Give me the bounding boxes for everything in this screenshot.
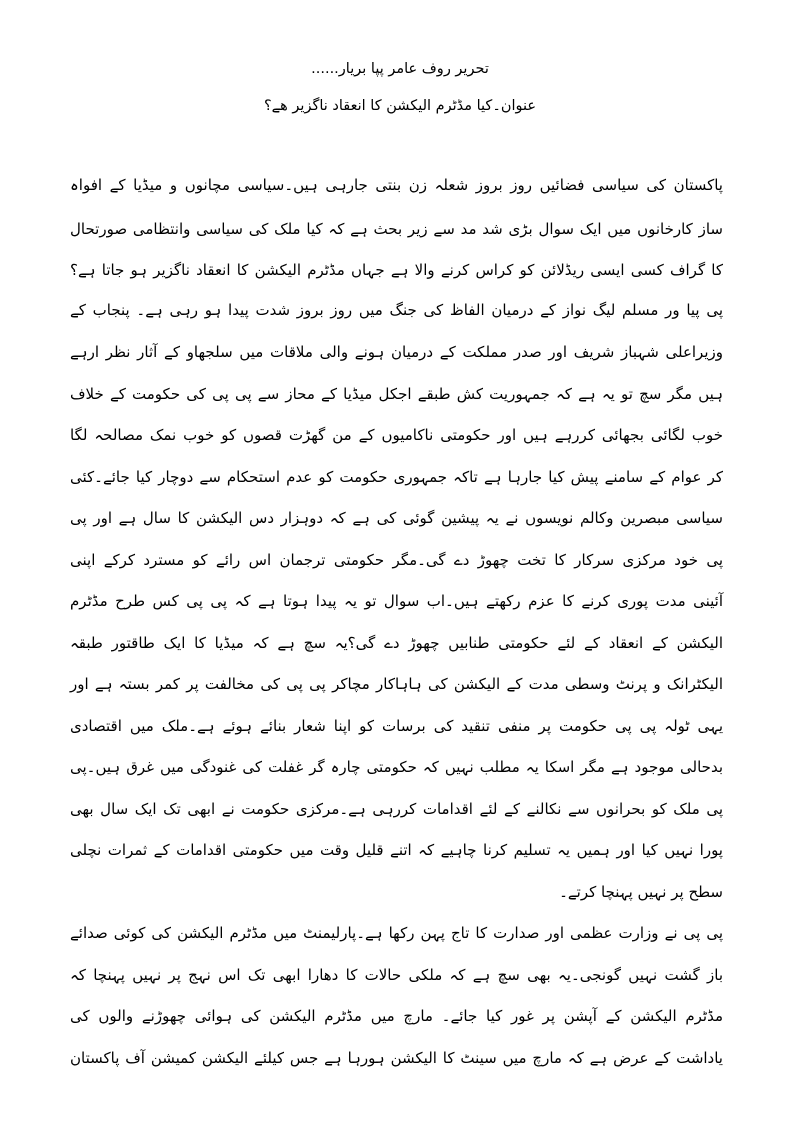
- body-line: سطح پر نہیں پہنچا کرتے۔: [559, 883, 723, 901]
- body-line: پورا نہیں کیا اور ہمیں یہ تسلیم کرنا چاہیے کہ اتنے قلیل وقت میں حکومتی اقدامات کے ثمرات نچلی: [70, 841, 723, 859]
- body-line: الیکٹرانک و پرنٹ وسطی مدت کے الیکشن کی ہاہاکار مچاکر پی پی کی مخالفت پر کمر بستہ ہے اور: [70, 675, 723, 693]
- body-line: الیکشن کے انعقاد کے لئے حکومتی طنابیں چھوڑ دے گی؟یہ سچ ہے کہ میڈیا کا ایک طاقتور طبقہ: [70, 634, 723, 652]
- article-title: عنوان۔کیا مڈٹرم الیکشن کا انعقاد ناگزیر ھے؟: [263, 98, 537, 114]
- body-line: کا گراف کسی ایسی ریڈلائن کو کراس کرنے والا ہے جہاں مڈٹرم الیکشن کا انعقاد ناگزیر ہو جاتا ہے؟: [70, 261, 723, 279]
- body-line: باز گشت نہیں گونجی۔یہ بھی سچ ہے کہ ملکی حالات کا دھارا ابھی تک اس نہج پر نہیں پہنچا کہ: [70, 966, 723, 984]
- author-line: تحریر روف عامر پپا بریار......: [311, 61, 489, 77]
- body-line: پی خود مرکزی سرکار کا تخت چھوڑ دے گی۔مگر حکومتی ترجمان اس رائے کو مسترد کرکے اپنی: [70, 551, 723, 569]
- body-line: ساز کارخانوں میں ایک سوال بڑی شد مد سے زیر بحث ہے کہ کیا ملک کی سیاسی وانتظامی صورتحال: [70, 220, 723, 238]
- body-line: یاداشت کے عرض ہے کہ مارچ میں سینٹ کا الیکشن ہورہا ہے جس کیلئے الیکشن کمیشن آف پاکستان: [70, 1049, 723, 1067]
- body-line: سیاسی مبصرین وکالم نویسوں نے یہ پیشین گوئی کی ہے کہ دوہزار دس الیکشن کا سال ہے اور پی: [70, 509, 723, 527]
- body-line: یہی ٹولہ پی پی حکومت پر منفی تنقید کی برسات کو اپنا شعار بنائے ہوئے ہے۔ملک میں اقتصادی: [70, 717, 723, 735]
- body-line: پی ملک کو بحرانوں سے نکالنے کے لئے اقدامات کررہی ہے۔مرکزی حکومت نے ابھی تک ایک سال بھی: [70, 800, 723, 818]
- body-line: پی پی نے وزارت عظمی اور صدارت کا تاج پہن رکھا ہے۔پارلیمنٹ میں مڈٹرم الیکشن کی کوئی صدائے: [70, 924, 723, 942]
- body-line: وزیراعلی شہباز شریف اور صدر مملکت کے درمیان ہونے والی ملاقات میں سلجھاو کے آثار نظر ارہے: [70, 343, 723, 361]
- body-line: خوب لگائی بجھائی کررہے ہیں اور حکومتی ناکامیوں کے من گھڑت قصوں کو خوب نمک مصالحہ لگا: [70, 426, 723, 444]
- body-line: ہیں مگر سچ تو یہ ہے کہ جمہوریت کش طبقے اجکل میڈیا کے محاز سے پی پی کی حکومت کے خلاف: [70, 385, 723, 403]
- body-line: کر عوام کے سامنے پیش کیا جارہا ہے تاکہ جمہوری حکومت کو عدم استحکام سے دوچار کیا جائے۔کئی: [70, 468, 723, 486]
- body-line: پاکستان کی سیاسی فضائیں روز بروز شعلہ زن بنتی جارہی ہیں۔سیاسی مچانوں و میڈیا کے افواہ: [70, 176, 723, 194]
- body-line: پی پیا ور مسلم لیگ نواز کے درمیان الفاظ کی جنگ میں روز بروز شدت پیدا ہو رہی ہے۔ پنجاب کے: [70, 301, 723, 319]
- body-line: مڈٹرم الیکشن کے آپشن پر غور کیا جائے۔ مارچ میں مڈٹرم الیکشن کی ہوائی چھوڑنے والوں کی: [70, 1007, 723, 1025]
- body-line: بدحالی موجود ہے مگر اسکا یہ مطلب نہیں کہ حکومتی چارہ گر غفلت کی غنودگی میں غرق ہیں۔پی: [70, 758, 723, 776]
- body-line: آئینی مدت پوری کرنے کا عزم رکھتے ہیں۔اب سوال تو یہ پیدا ہوتا ہے کہ پی پی کس طرح مڈٹرم: [70, 592, 723, 610]
